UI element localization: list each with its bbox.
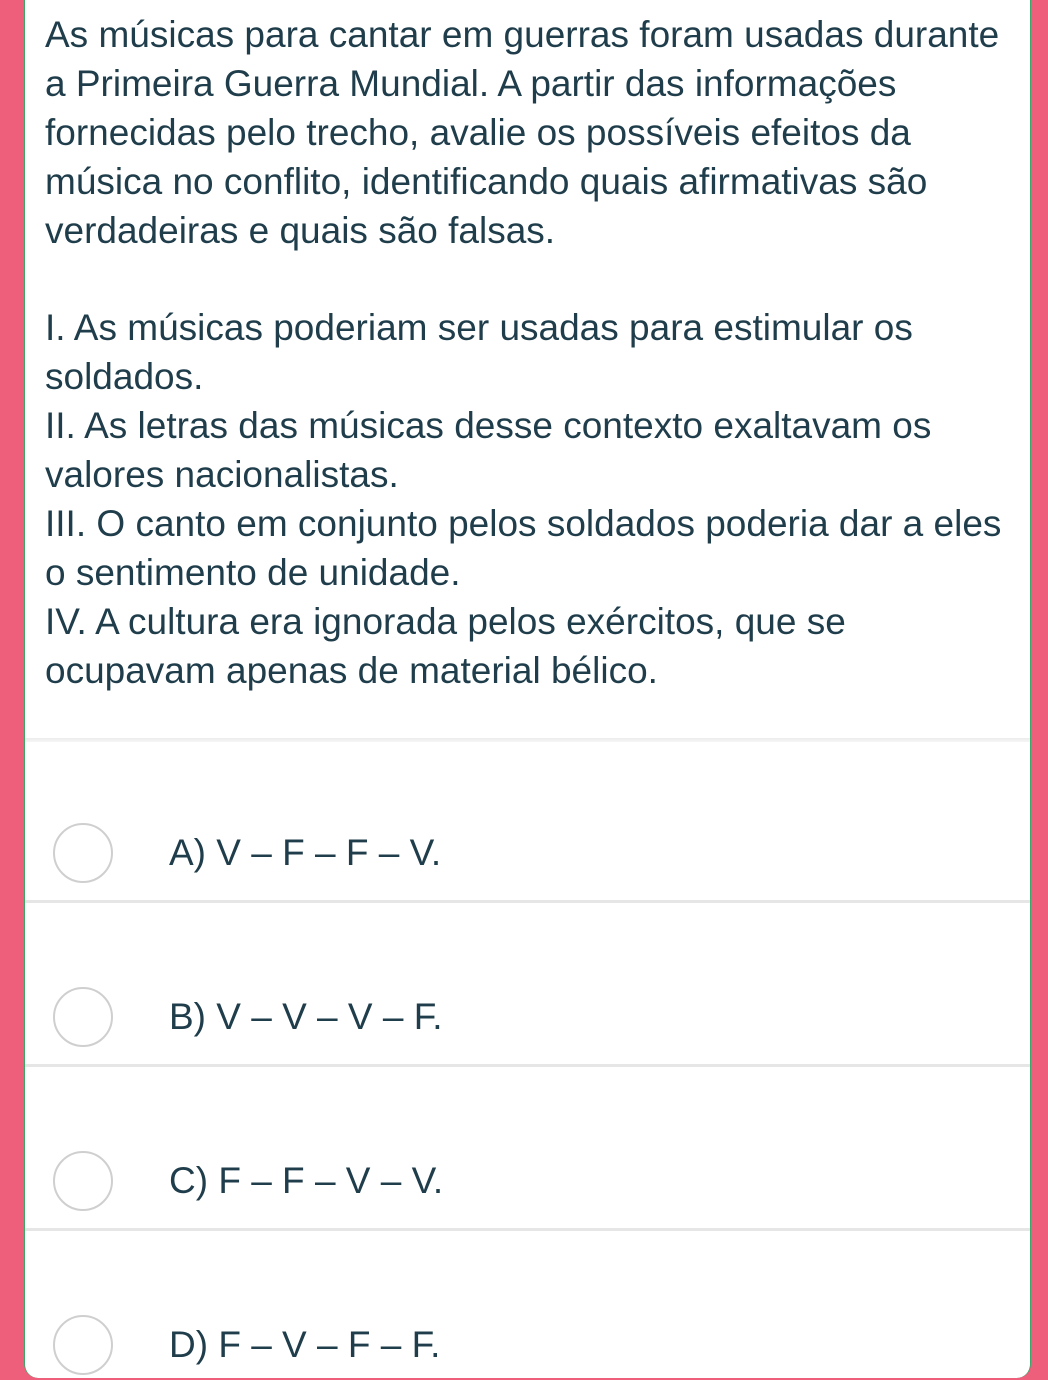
option-c-label[interactable]: C) F – F – V – V. [169,1160,444,1201]
option-c-radio[interactable] [53,1151,113,1211]
option-d-radio[interactable] [53,1315,113,1375]
question-stem: As músicas para cantar em guerras foram usadas durante a Primeira Guerra Mundial. A partir das informações fornecidas pelo trecho, avalie os possíveis efeitos da música no conflito, identificando quais afirmativas são verdadeiras e quais são falsas. [45,14,1000,251]
option-a-label[interactable]: A) V – F – F – V. [169,832,442,873]
statement-4: IV. A cultura era ignorada pelos exércitos, que se ocupavam apenas de material bélico. [45,601,846,691]
statement-3: III. O canto em conjunto pelos soldados poderia dar a eles o sentimento de unidade. [45,503,1002,593]
statement-1: I. As músicas poderiam ser usadas para estimular os soldados. [45,307,913,397]
option-d[interactable] [25,1230,1030,1378]
statement-2: II. As letras das músicas desse contexto exaltavam os valores nacionalistas. [45,405,932,495]
option-a-radio[interactable] [53,823,113,883]
question-card [24,0,1031,1378]
option-d-label[interactable]: D) F – V – F – F. [169,1324,441,1365]
option-b-radio[interactable] [53,987,113,1047]
option-b-label[interactable]: B) V – V – V – F. [169,996,443,1037]
question-block [45,10,1020,695]
option-c[interactable] [25,1066,1030,1226]
option-b[interactable] [25,902,1030,1062]
option-a[interactable] [25,738,1030,898]
